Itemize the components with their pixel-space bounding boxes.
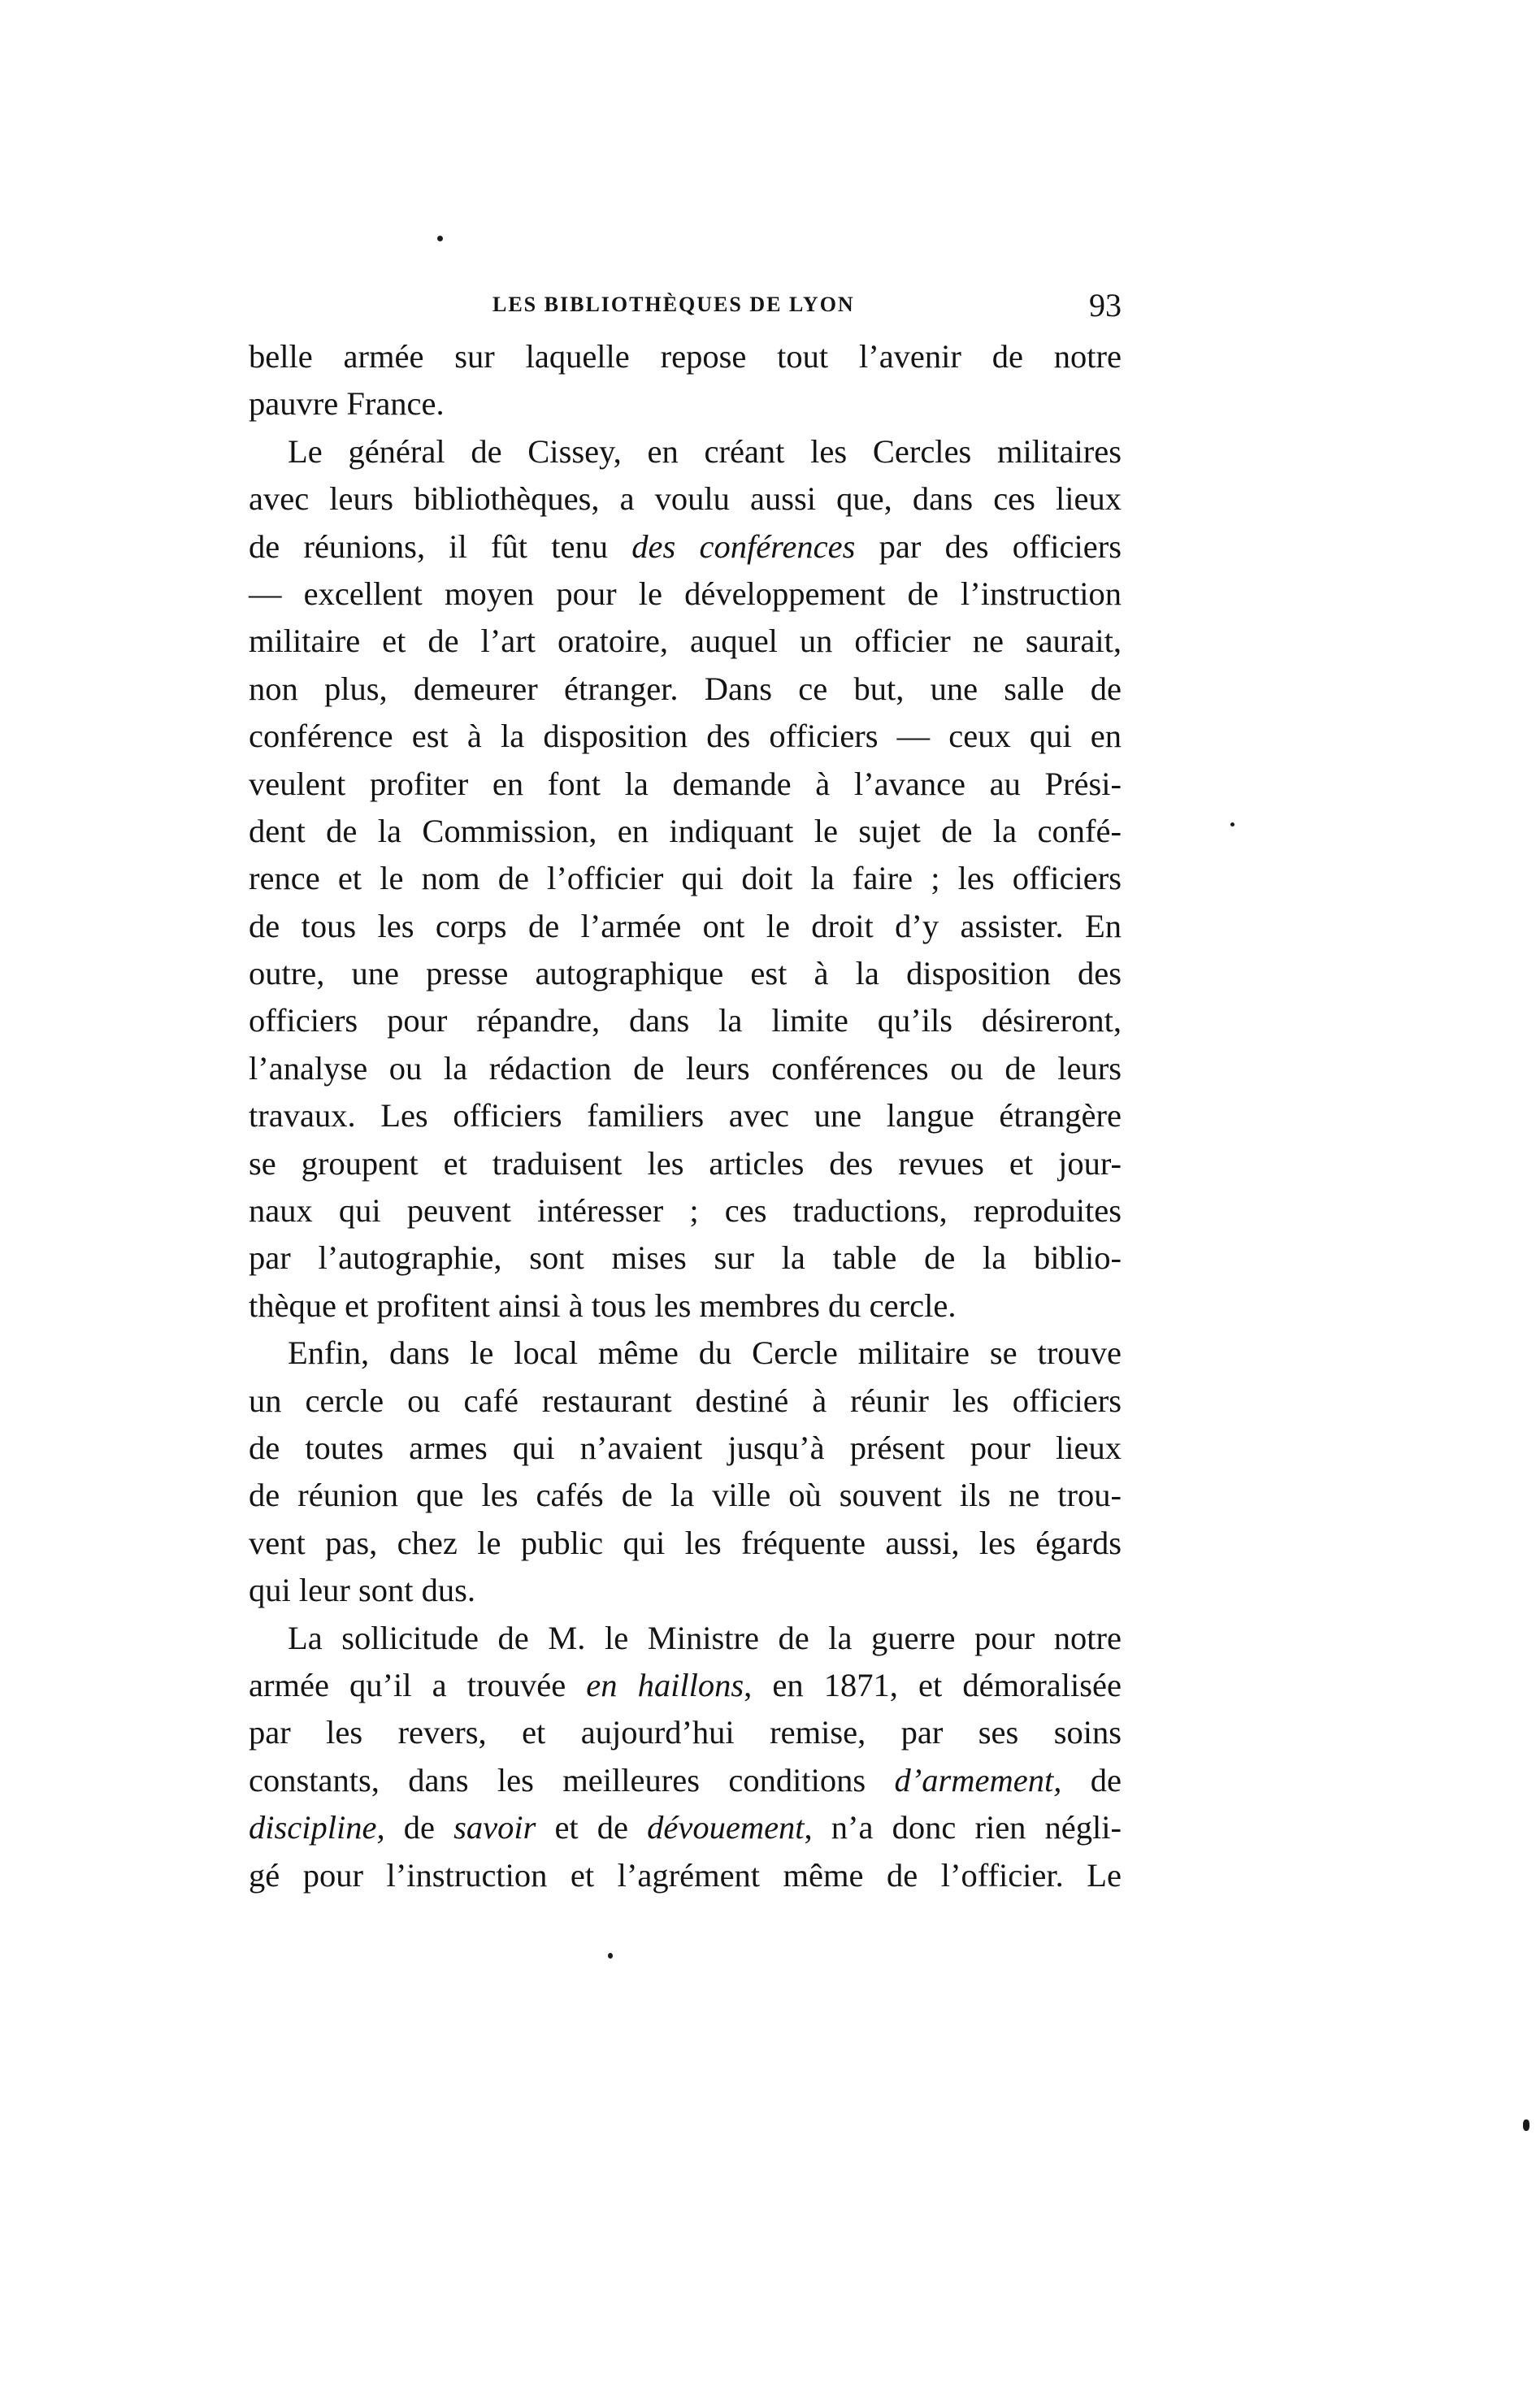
scan-speck	[608, 1953, 613, 1959]
italic-phrase: d’armement,	[894, 1761, 1062, 1798]
text-line: avec leurs bibliothèques, a voulu aussi que, dans ces lieux	[249, 480, 1122, 518]
text-line: belle armée sur laquelle repose tout l’avenir de notre	[249, 338, 1122, 375]
text-line: un cercle ou café restaurant destiné à réunir les officiers	[249, 1382, 1122, 1419]
italic-phrase: savoir	[453, 1809, 536, 1846]
text-line: pauvre France.	[249, 385, 445, 423]
paragraph-first-line: Le général de Cissey, en créant les Cercles militaires	[288, 432, 1122, 470]
italic-phrase: discipline,	[249, 1809, 385, 1846]
text-line: dent de la Commission, en indiquant le sujet de la confé-	[249, 812, 1122, 849]
text-line: rence et le nom de l’officier qui doit la faire ; les officiers	[249, 860, 1122, 897]
text-line: par l’autographie, sont mises sur la table de la biblio-	[249, 1239, 1122, 1277]
text-line: discipline, de savoir et de dévouement, n’a donc rien négli-	[249, 1809, 1122, 1846]
paragraph-first-line: La sollicitude de M. le Ministre de la guerre pour notre	[288, 1619, 1122, 1656]
text-line: vent pas, chez le public qui les fréquente aussi, les égards	[249, 1524, 1122, 1561]
text-line: gé pour l’instruction et l’agrément même de l’officier. Le	[249, 1856, 1122, 1894]
italic-phrase: dévouement	[647, 1809, 805, 1846]
text-line: officiers pour répandre, dans la limite qu’ils désireront,	[249, 1002, 1122, 1039]
text-line: qui leur sont dus.	[249, 1572, 475, 1609]
italic-phrase: en haillons	[586, 1666, 744, 1703]
text-line: constants, dans les meilleures conditions d’armement, de	[249, 1761, 1122, 1798]
text-line: de tous les corps de l’armée ont le droit d’y assister. En	[249, 907, 1122, 944]
text-line: conférence est à la disposition des officiers — ceux qui en	[249, 718, 1122, 755]
scan-speck	[437, 236, 443, 241]
text-line: l’analyse ou la rédaction de leurs conférences ou de leurs	[249, 1049, 1122, 1087]
text-line: de toutes armes qui n’avaient jusqu’à présent pour lieux	[249, 1429, 1122, 1466]
text-line: se groupent et traduisent les articles des revues et jour-	[249, 1144, 1122, 1182]
running-title: LES BIBLIOTHÈQUES DE LYON	[492, 293, 855, 316]
running-head	[249, 286, 1122, 327]
page-number: 93	[1089, 287, 1122, 323]
paragraph-first-line: Enfin, dans le local même du Cercle militaire se trouve	[288, 1334, 1122, 1372]
body-text	[249, 333, 1122, 1899]
text-line: de réunion que les cafés de la ville où souvent ils ne trou-	[249, 1477, 1122, 1514]
scan-speck	[1523, 2119, 1529, 2131]
text-line: armée qu’il a trouvée en haillons, en 1871, et démoralisée	[249, 1666, 1122, 1703]
text-line: de réunions, il fût tenu des conférences par des officiers	[249, 527, 1122, 565]
text-line: outre, une presse autographique est à la disposition des	[249, 955, 1122, 992]
scan-speck	[1230, 822, 1234, 827]
text-line: thèque et profitent ainsi à tous les membres du cercle.	[249, 1286, 957, 1324]
text-line: veulent profiter en font la demande à l’avance au Prési-	[249, 765, 1122, 802]
italic-phrase: des conférences	[631, 527, 856, 565]
text-line: militaire et de l’art oratoire, auquel un officier ne saurait,	[249, 623, 1122, 660]
text-line: travaux. Les officiers familiers avec une langue étrangère	[249, 1097, 1122, 1135]
text-line: non plus, demeurer étranger. Dans ce but, une salle de	[249, 670, 1122, 707]
text-line: naux qui peuvent intéresser ; ces traductions, reproduites	[249, 1192, 1122, 1230]
text-line: par les revers, et aujourd’hui remise, par ses soins	[249, 1714, 1122, 1751]
text-line: — excellent moyen pour le développement de l’instruction	[249, 575, 1122, 612]
